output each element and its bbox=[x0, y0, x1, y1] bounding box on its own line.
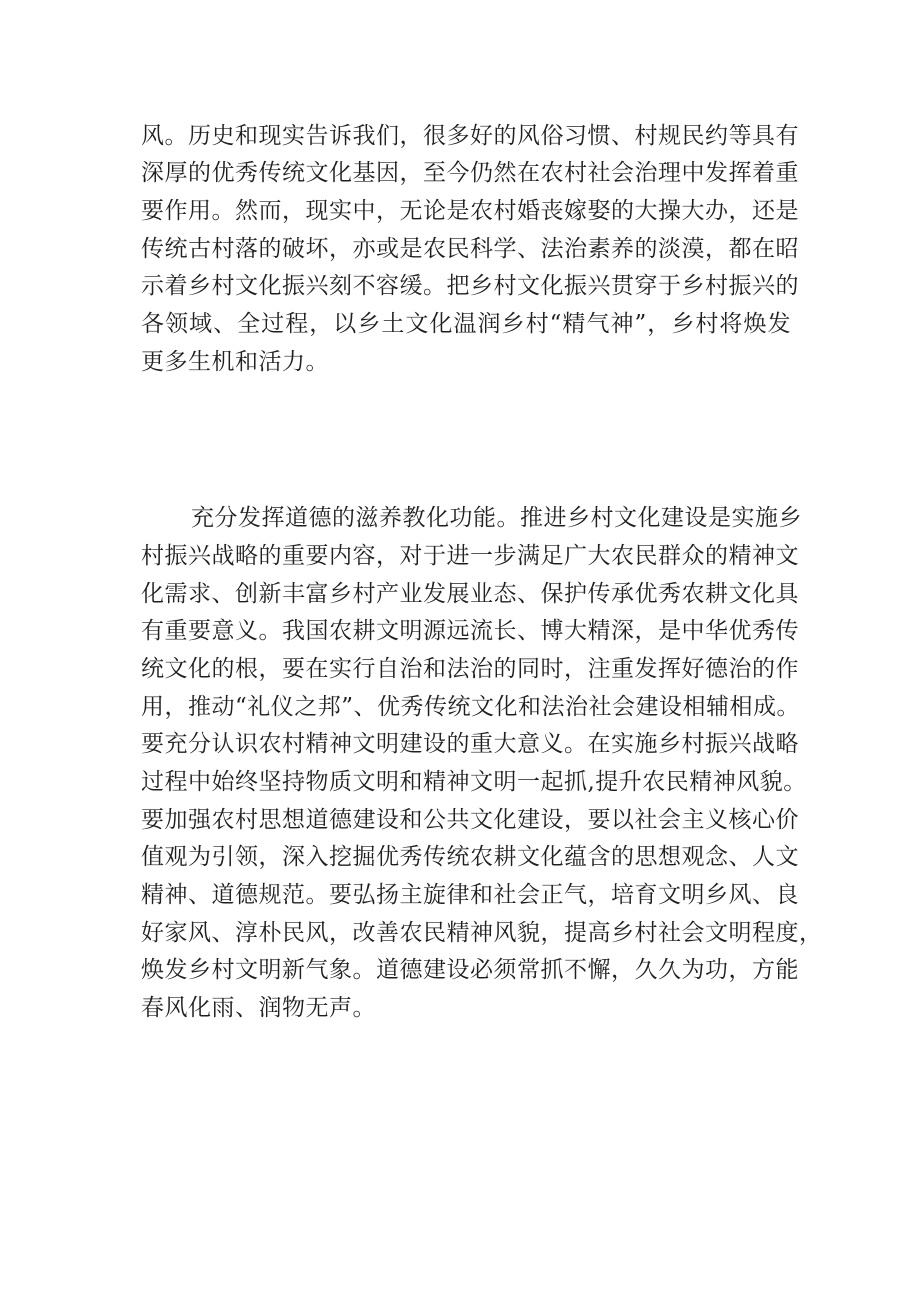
paragraph-2-line-4: 有重要意义。我国农耕文明源远流长、博大精深，是中华优秀传 bbox=[141, 618, 799, 644]
paragraph-2-line-6: 用，推动“礼仪之邦”、优秀传统文化和法治社会建设相辅相成。 bbox=[141, 694, 801, 720]
paragraph-2-line-1: 充分发挥道德的滋养教化功能。推进乡村文化建设是实施乡 bbox=[191, 505, 802, 531]
paragraph-2-line-12: 好家风、淳朴民风，改善农民精神风貌，提高乡村社会文明程度， bbox=[141, 920, 823, 946]
paragraph-1-line-5: 示着乡村文化振兴刻不容缓。把乡村文化振兴贯穿于乡村振兴的 bbox=[141, 273, 799, 299]
paragraph-2-line-10: 值观为引领，深入挖掘优秀传统农耕文化蕴含的思想观念、人文 bbox=[141, 844, 799, 870]
paragraph-1-line-7: 更多生机和活力。 bbox=[141, 349, 329, 375]
paragraph-2-line-7: 要充分认识农村精神文明建设的重大意义。在实施乡村振兴战略 bbox=[141, 731, 799, 757]
paragraph-2-line-14: 春风化雨、润物无声。 bbox=[141, 995, 376, 1021]
paragraph-1-line-1: 风。历史和现实告诉我们，很多好的风俗习惯、村规民约等具有 bbox=[141, 123, 799, 149]
paragraph-2-line-9: 要加强农村思想道德建设和公共文化建设，要以社会主义核心价 bbox=[141, 807, 799, 833]
paragraph-2-line-11: 精神、道德规范。要弘扬主旋律和社会正气，培育文明乡风、良 bbox=[141, 882, 799, 908]
paragraph-2-line-2: 村振兴战略的重要内容，对于进一步满足广大农民群众的精神文 bbox=[141, 543, 799, 569]
paragraph-2-line-13: 焕发乡村文明新气象。道德建设必须常抓不懈，久久为功，方能 bbox=[141, 957, 799, 983]
paragraph-1-line-6: 各领域、全过程，以乡土文化温润乡村“精气神”，乡村将焕发 bbox=[141, 311, 791, 337]
paragraph-2-line-5: 统文化的根，要在实行自治和法治的同时，注重发挥好德治的作 bbox=[141, 656, 799, 682]
paragraph-2-line-3: 化需求、创新丰富乡村产业发展业态、保护传承优秀农耕文化具 bbox=[141, 581, 799, 607]
paragraph-1-line-3: 要作用。然而，现实中，无论是农村婚丧嫁娶的大操大办，还是 bbox=[141, 198, 799, 224]
paragraph-2-line-8: 过程中始终坚持物质文明和精神文明一起抓,提升农民精神风貌。 bbox=[141, 769, 807, 795]
paragraph-1-line-4: 传统古村落的破坏，亦或是农民科学、法治素养的淡漠，都在昭 bbox=[141, 236, 799, 262]
paragraph-1-line-2: 深厚的优秀传统文化基因，至今仍然在农村社会治理中发挥着重 bbox=[141, 160, 799, 186]
